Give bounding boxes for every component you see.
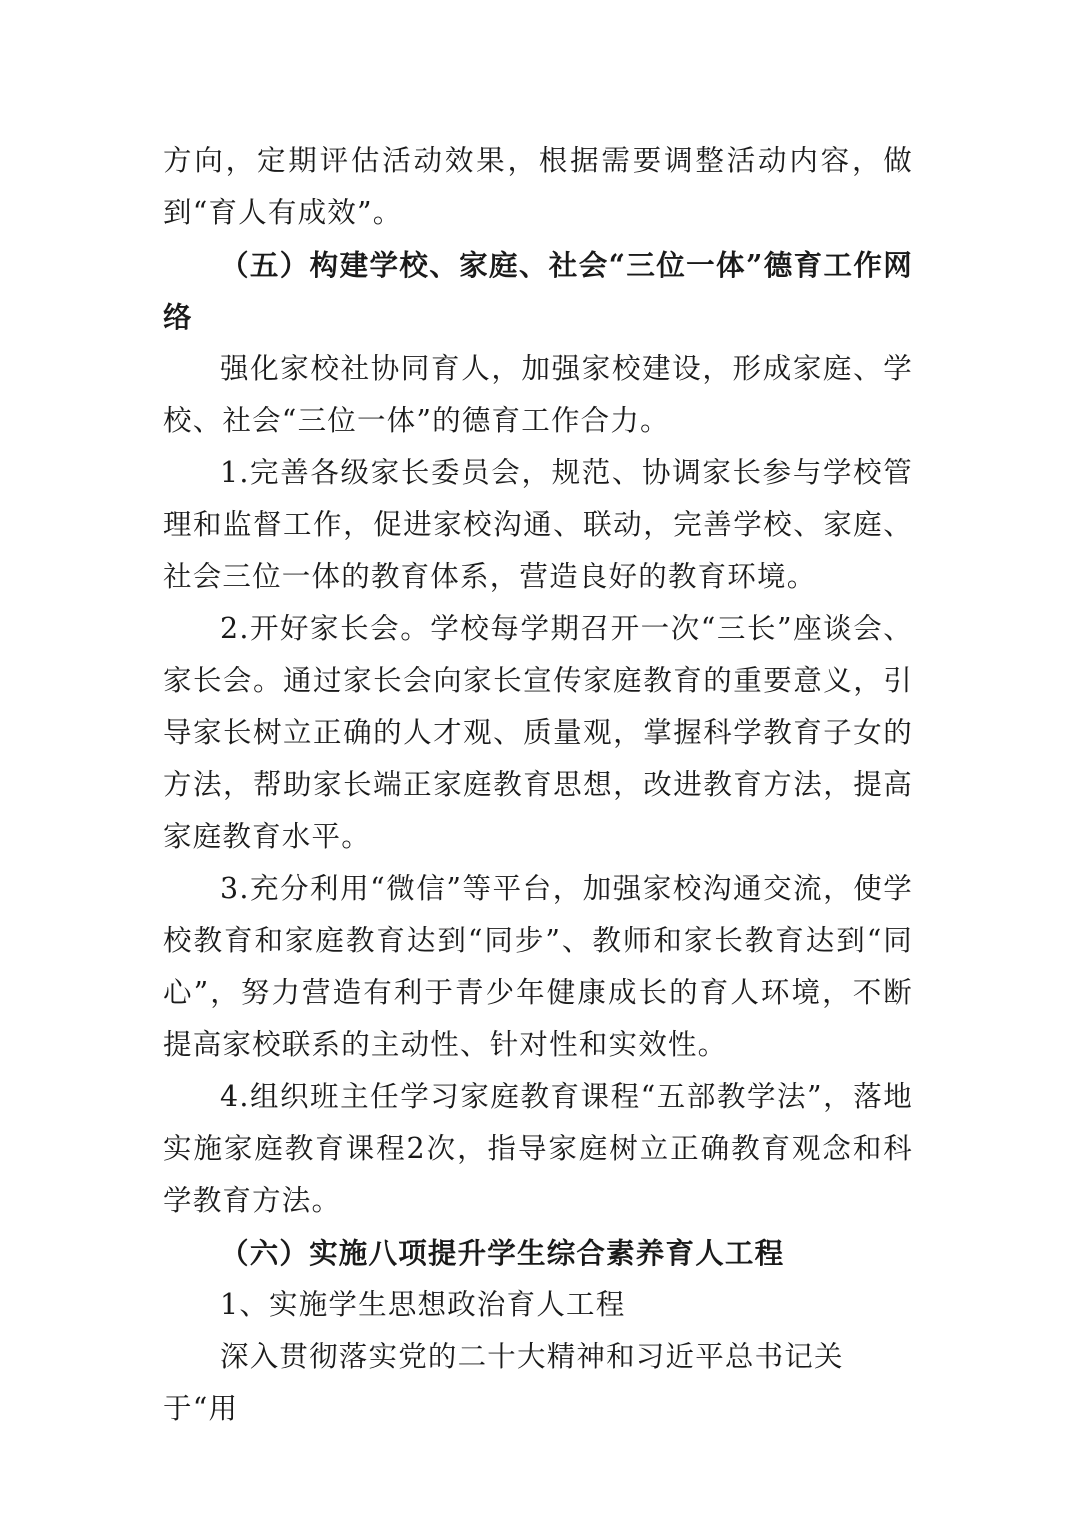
paragraph-last: 深入贯彻落实党的二十大精神和习近平总书记关于“用 <box>163 1340 844 1425</box>
paragraph-intro: 强化家校社协同育人，加强家校建设，形成家庭、学校、社会“三位一体”的德育工作合力。 <box>163 352 913 437</box>
list-item-4: 4.组织班主任学习家庭教育课程“五部教学法”，落地实施家庭教育课程2次，指导家庭树立正确教育观念和科学教育方法。 <box>163 1080 913 1217</box>
document-body <box>163 135 913 1435</box>
section-heading-five: （五）构建学校、家庭、社会“三位一体”德育工作网络 <box>163 248 913 334</box>
paragraph-continuation: 方向，定期评估活动效果，根据需要调整活动内容，做到“育人有成效”。 <box>163 144 913 229</box>
subsection-heading-1: 1、实施学生思想政治育人工程 <box>220 1288 626 1321</box>
list-item-3: 3.充分利用“微信”等平台，加强家校沟通交流，使学校教育和家庭教育达到“同步”、教师和家长教育达到“同心”，努力营造有利于青少年健康成长的育人环境，不断提高家校联系的主动性、针对性和实效性。 <box>163 872 913 1061</box>
section-heading-six: （六）实施八项提升学生综合素养育人工程 <box>220 1236 785 1270</box>
list-item-1: 1.完善各级家长委员会，规范、协调家长参与学校管理和监督工作，促进家校沟通、联动，完善学校、家庭、社会三位一体的教育体系，营造良好的教育环境。 <box>163 456 913 593</box>
list-item-2: 2.开好家长会。学校每学期召开一次“三长”座谈会、家长会。通过家长会向家长宣传家庭教育的重要意义，引导家长树立正确的人才观、质量观，掌握科学教育子女的方法，帮助家长端正家庭教育思想，改进教育方法，提高家庭教育水平。 <box>163 612 913 853</box>
